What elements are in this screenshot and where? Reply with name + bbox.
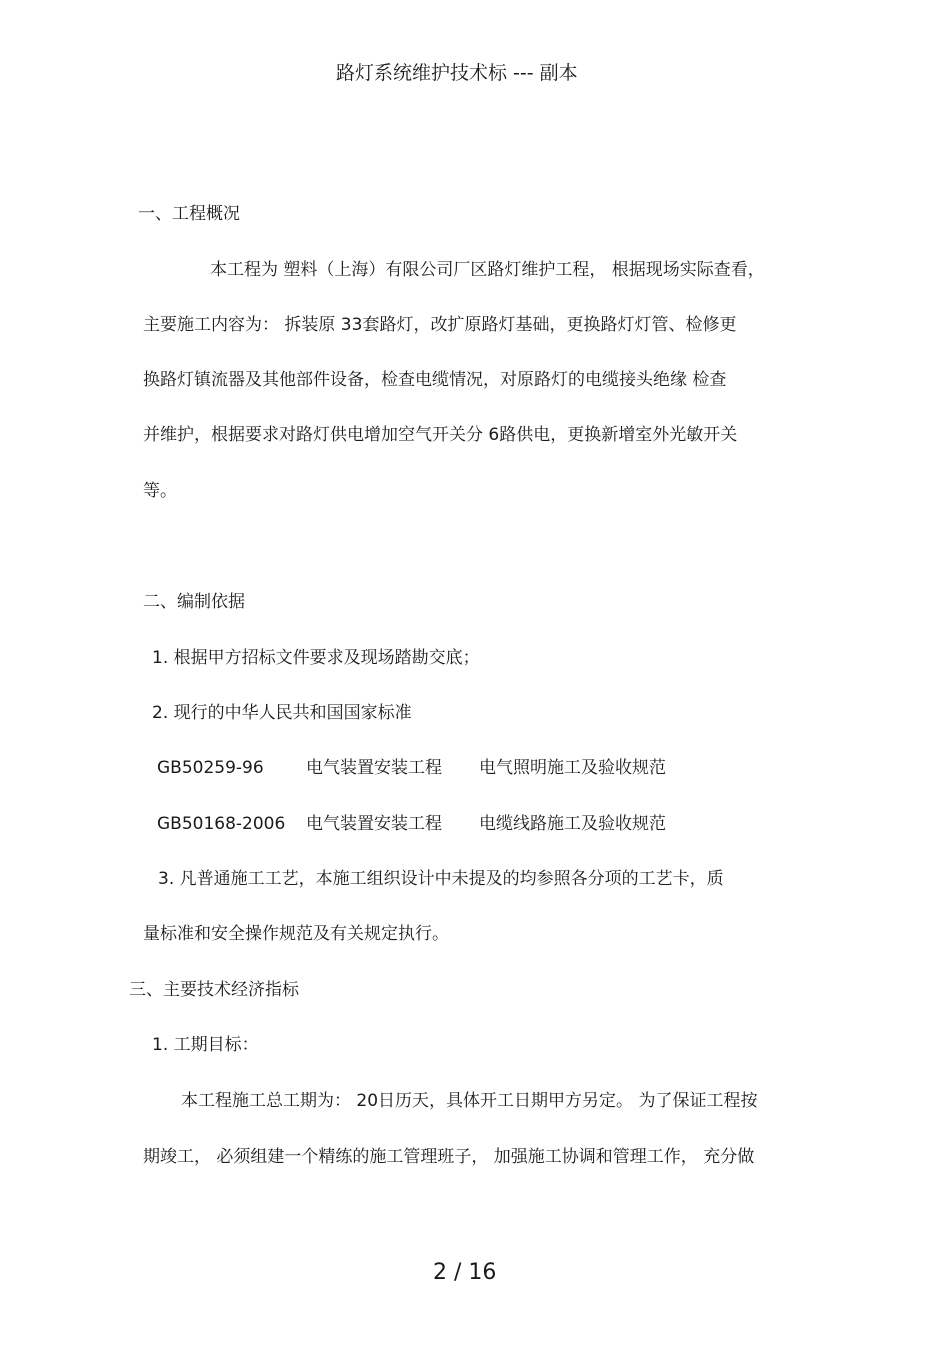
section-heading-overview: 一、工程概况 — [138, 204, 240, 224]
standard-code: GB50168-2006 — [157, 814, 286, 834]
list-item: 2. 现行的中华人民共和国国家标准 — [152, 703, 412, 723]
paragraph-line: 量标准和安全操作规范及有关规定执行。 — [143, 924, 449, 944]
standard-category: 电气装置安装工程 — [306, 758, 442, 778]
paragraph-line: 主要施工内容为： 拆装原 33套路灯，改扩原路灯基础，更换路灯灯管、检修更 — [143, 315, 737, 335]
paragraph-line: 期竣工， 必须组建一个精练的施工管理班子， 加强施工协调和管理工作， 充分做 — [143, 1147, 755, 1167]
list-item: 3. 凡普通施工工艺，本施工组织设计中未提及的均参照各分项的工艺卡，质 — [158, 869, 724, 889]
section-heading-basis: 二、编制依据 — [143, 592, 245, 612]
list-item: 1. 根据甲方招标文件要求及现场踏勘交底； — [152, 648, 480, 668]
page-number: 2 / 16 — [433, 1260, 497, 1285]
standard-name: 电气照明施工及验收规范 — [479, 758, 666, 778]
section-heading-indicators: 三、主要技术经济指标 — [129, 980, 299, 1000]
standard-category: 电气装置安装工程 — [306, 814, 442, 834]
paragraph-line: 等。 — [143, 481, 177, 501]
paragraph-line: 并维护，根据要求对路灯供电增加空气开关分 6路供电，更换新增室外光敏开关 — [143, 425, 738, 445]
document-title: 路灯系统维护技术标 --- 副本 — [336, 62, 578, 84]
list-item: 1. 工期目标： — [152, 1035, 259, 1055]
standard-name: 电缆线路施工及验收规范 — [479, 814, 666, 834]
paragraph-line: 换路灯镇流器及其他部件设备，检查电缆情况，对原路灯的电缆接头绝缘 检查 — [143, 370, 727, 390]
standard-code: GB50259-96 — [157, 758, 264, 778]
paragraph-line: 本工程施工总工期为： 20日历天，具体开工日期甲方另定。 为了保证工程按 — [181, 1091, 758, 1111]
paragraph-line: 本工程为 塑料（上海）有限公司厂区路灯维护工程， 根据现场实际查看， — [210, 260, 765, 280]
